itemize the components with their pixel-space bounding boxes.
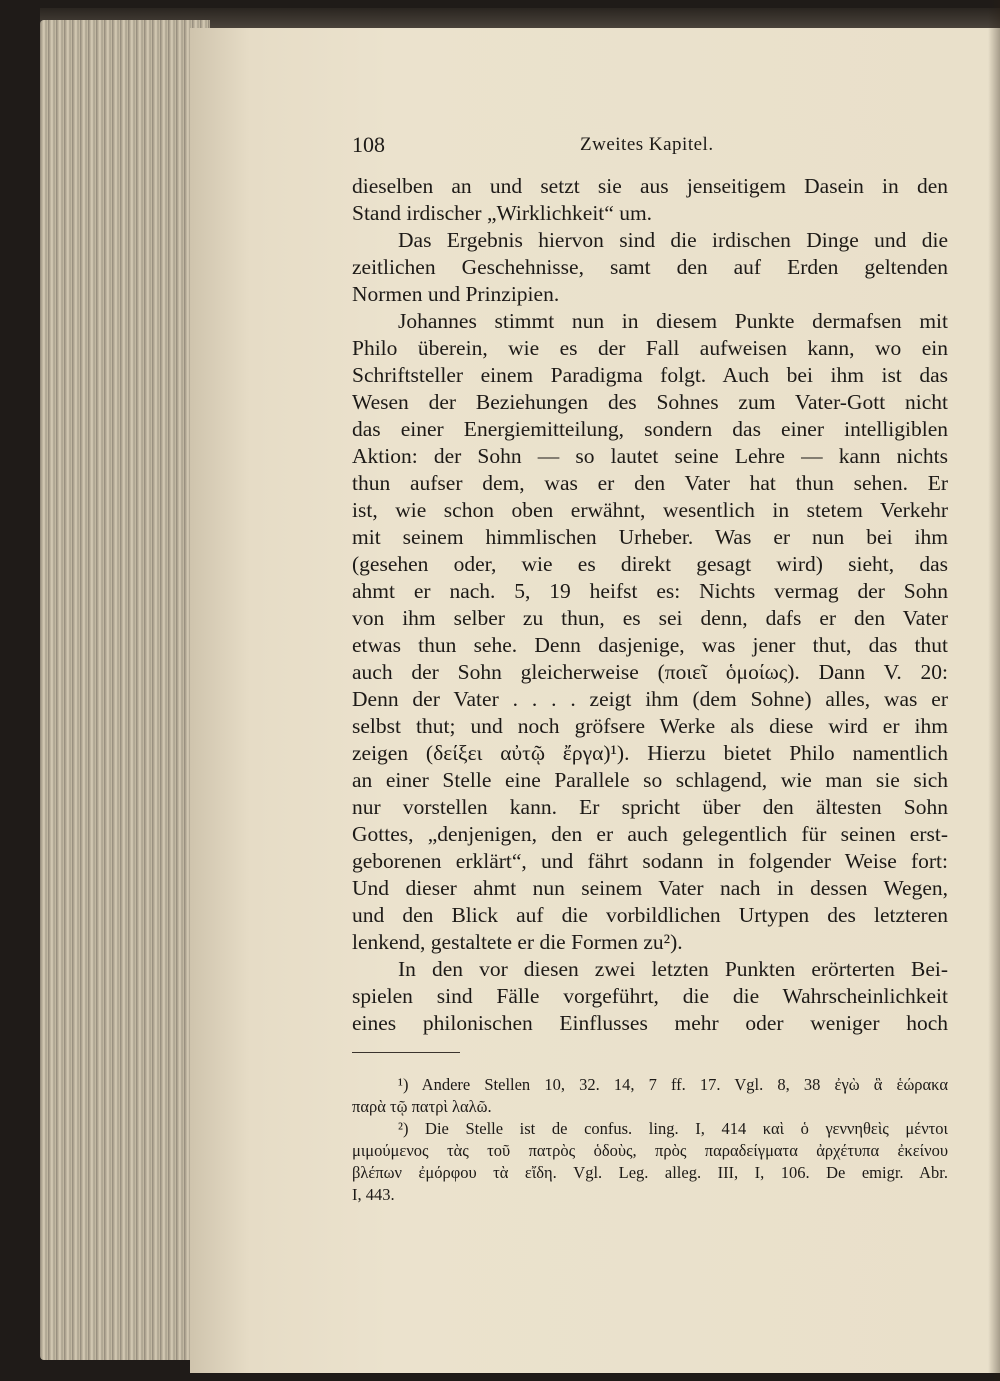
body-line: ist, wie schon oben erwähnt, wesentlich in stetem Verkehr	[352, 498, 948, 522]
body-line: lenkend, gestaltete er die Formen zu²).	[352, 930, 683, 954]
body-line: Normen und Prinzipien.	[352, 282, 560, 306]
body-line: etwas thun sehe. Denn dasjenige, was jener thut, das thut	[352, 633, 948, 657]
body-line: Wesen der Beziehungen des Sohnes zum Vater-Gott nicht	[352, 390, 948, 414]
body-line: und den Blick auf die vorbildlichen Urtypen des letzteren	[352, 903, 948, 927]
body-line: (gesehen oder, wie es direkt gesagt wird) sieht, das	[352, 552, 948, 576]
footnotes	[352, 1074, 948, 1206]
body-line: spielen sind Fälle vorgeführt, die die Wahrscheinlichkeit	[352, 984, 948, 1008]
body-line: das einer Energiemitteilung, sondern das einer intelligiblen	[352, 417, 948, 441]
body-line: ahmt er nach. 5, 19 heifst es: Nichts vermag der Sohn	[352, 579, 948, 603]
body-line: Gottes, „denjenigen, den er auch gelegentlich für seinen erst-	[352, 822, 948, 846]
footnote-line: I, 443.	[352, 1185, 395, 1204]
body-line: zeigen (δείξει αὐτῷ ἔργα)¹). Hierzu bietet Philo namentlich	[352, 741, 948, 765]
running-title: Zweites Kapitel.	[580, 134, 714, 155]
footnote-line: παρὰ τῷ πατρὶ λαλῶ.	[352, 1097, 492, 1116]
footnote-rule	[352, 1052, 460, 1053]
body-line: Das Ergebnis hiervon sind die irdischen Dinge und die	[398, 228, 948, 252]
body-line: auch der Sohn gleicherweise (ποιεῖ ὁμοίως). Dann V. 20:	[352, 660, 948, 684]
page-shadow	[988, 0, 1000, 1381]
page-header	[352, 132, 952, 162]
body-line: Philo überein, wie es der Fall aufweisen kann, wo ein	[352, 336, 948, 360]
body-line: von ihm selber zu thun, es sei denn, dafs er den Vater	[352, 606, 948, 630]
body-line: Denn der Vater . . . . zeigt ihm (dem Sohne) alles, was er	[352, 687, 948, 711]
body-line: Aktion: der Sohn — so lautet seine Lehre — kann nichts	[352, 444, 948, 468]
body-line: nur vorstellen kann. Er spricht über den ältesten Sohn	[352, 795, 948, 819]
body-text	[352, 173, 948, 1037]
page-number: 108	[352, 132, 385, 157]
body-line: dieselben an und setzt sie aus jenseitigem Dasein in den	[352, 174, 948, 198]
body-line: mit seinem himmlischen Urheber. Was er nun bei ihm	[352, 525, 948, 549]
book-page	[190, 28, 1000, 1373]
body-line: Johannes stimmt nun in diesem Punkte dermafsen mit	[398, 309, 948, 333]
body-line: geborenen erklärt“, und fährt sodann in folgender Weise fort:	[352, 849, 948, 873]
footnote-line: μιμούμενος τὰς τοῦ πατρὸς ὁδοὺς, πρὸς παραδείγματα ἀρχέτυπα ἐκείνου	[352, 1141, 948, 1160]
body-line: Stand irdischer „Wirklichkeit“ um.	[352, 201, 653, 225]
body-line: Und dieser ahmt nun seinem Vater nach in dessen Wegen,	[352, 876, 948, 900]
body-line: zeitlichen Geschehnisse, samt den auf Erden geltenden	[352, 255, 948, 279]
body-line: selbst thut; und noch gröfsere Werke als diese wird er ihm	[352, 714, 948, 738]
body-line: an einer Stelle eine Parallele so schlagend, wie man sie sich	[352, 768, 948, 792]
footnote-line: ¹) Andere Stellen 10, 32. 14, 7 ff. 17. Vgl. 8, 38 ἐγὼ ἃ ἑώρακα	[398, 1075, 948, 1094]
body-line: In den vor diesen zwei letzten Punkten erörterten Bei-	[398, 957, 948, 981]
footnote-line: ²) Die Stelle ist de confus. ling. I, 414 καὶ ὁ γεννηθεὶς μέντοι	[398, 1119, 948, 1138]
book-page-edges	[40, 20, 210, 1360]
body-line: Schriftsteller einem Paradigma folgt. Auch bei ihm ist das	[352, 363, 948, 387]
body-line: eines philonischen Einflusses mehr oder weniger hoch	[352, 1011, 948, 1035]
footnote-line: βλέπων ἐμόρφου τὰ εἴδη. Vgl. Leg. alleg. III, I, 106. De emigr. Abr.	[352, 1163, 948, 1182]
body-line: thun aufser dem, was er den Vater hat thun sehen. Er	[352, 471, 948, 495]
